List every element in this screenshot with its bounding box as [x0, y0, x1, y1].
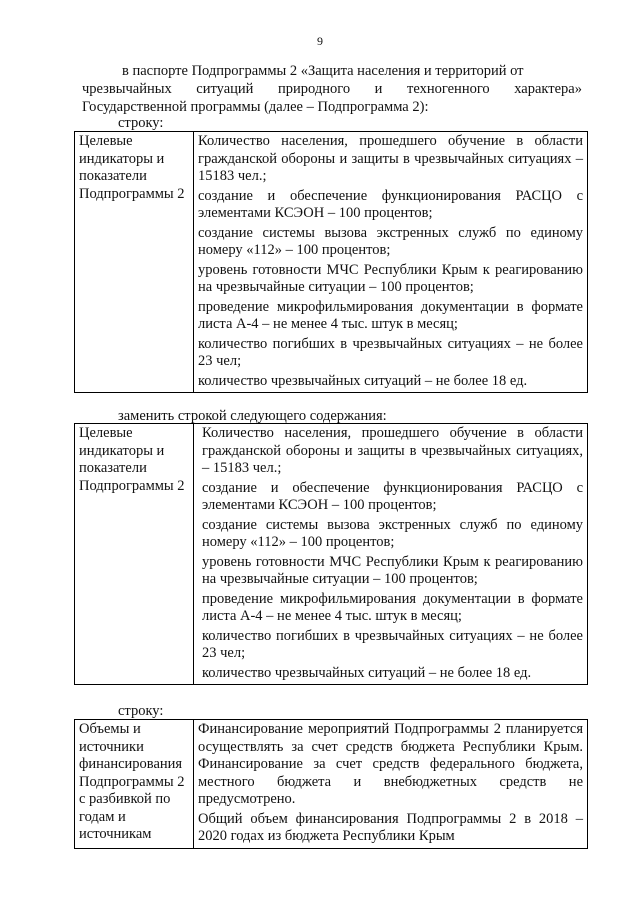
left-line: индикаторы и — [79, 442, 165, 459]
left-line: с разбивкой по — [79, 791, 171, 807]
table-old-indicators — [74, 131, 588, 393]
left-line: Подпрограммы 2 — [79, 185, 185, 202]
indicator-item: количество чрезвычайных ситуаций – не более 18 ед. — [202, 664, 532, 681]
indicator-item: Количество населения, прошедшего обучение в области гражданской обороны и защиты в чрезвычайных ситуациях, – 15183 чел.; — [202, 425, 583, 476]
label-stroku-2: строку: — [118, 703, 164, 719]
indicator-item: проведение микрофильмирования документации в формате листа А-4 – не менее 4 тыс. штук в месяц; — [198, 298, 583, 332]
left-line: Целевые — [79, 133, 133, 149]
left-line: Целевые — [79, 425, 133, 441]
indicator-item: создание и обеспечение функционирования РАСЦО с элементами КСЭОН – 100 процентов; — [202, 479, 583, 513]
left-line: показатели — [79, 460, 147, 476]
left-line: источникам — [79, 826, 152, 842]
table-new-indicators — [74, 423, 588, 685]
table-fin-left-cell — [75, 720, 194, 849]
left-line: источники — [79, 738, 144, 755]
table-financing — [74, 719, 588, 849]
intro-paragraph — [82, 62, 582, 116]
intro-line-1: в паспорте Подпрограммы 2 «Защита населения и территорий от — [122, 63, 524, 79]
indicator-item: создание системы вызова экстренных служб по единому номеру «112» – 100 процентов; — [198, 224, 583, 258]
indicator-item: количество погибших в чрезвычайных ситуациях – не более 23 чел; — [198, 335, 583, 369]
table-row — [75, 132, 588, 393]
financing-item: Общий объем финансирования Подпрограммы 2 в 2018 – 2020 годах из бюджета Республики Крым — [198, 810, 583, 844]
table-new-right-cell — [194, 424, 588, 685]
intro-line-3: Государственной программы (далее – Подпрограмма 2): — [82, 99, 429, 115]
intro-line-2: чрезвычайных ситуаций природного и техногенного характера» — [82, 81, 582, 97]
label-stroku-1: строку: — [118, 115, 164, 131]
table-row — [75, 720, 588, 849]
label-replace: заменить строкой следующего содержания: — [118, 408, 387, 424]
financing-item: Финансирование мероприятий Подпрограммы 2 планируется осуществлять за счет средств бюджета Республики Крым. Финансирование за счет средств федерального бюджета, местного бюджета и внебюджетных средств не предусмотрено. — [198, 721, 583, 807]
table-new-left-cell — [75, 424, 194, 685]
indicator-item: создание системы вызова экстренных служб по единому номеру «112» – 100 процентов; — [202, 516, 583, 550]
indicator-item: уровень готовности МЧС Республики Крым к реагированию на чрезвычайные ситуации – 100 процентов; — [202, 553, 583, 587]
table-fin-right-cell — [194, 720, 588, 849]
left-line: Объемы и — [79, 721, 141, 737]
indicator-item: количество погибших в чрезвычайных ситуациях – не более 23 чел; — [202, 627, 583, 661]
table-old-right-cell — [194, 132, 588, 393]
left-line: годам и — [79, 808, 126, 825]
page-number: 9 — [317, 34, 323, 48]
table-old-left-cell — [75, 132, 194, 393]
indicator-item: создание и обеспечение функционирования РАСЦО с элементами КСЭОН – 100 процентов; — [198, 187, 583, 221]
indicator-item: проведение микрофильмирования документации в формате листа А-4 – не менее 4 тыс. штук в месяц; — [202, 590, 583, 624]
indicator-item: уровень готовности МЧС Республики Крым к реагированию на чрезвычайные ситуации – 100 процентов; — [198, 261, 583, 295]
left-line: финансирования — [79, 756, 183, 772]
left-line: индикаторы и — [79, 150, 165, 167]
table-row — [75, 424, 588, 685]
indicator-item: Количество населения, прошедшего обучение в области гражданской обороны и защиты в чрезвычайных ситуациях – 15183 чел.; — [198, 133, 583, 184]
left-line: показатели — [79, 168, 147, 184]
left-line: Подпрограммы 2 — [79, 477, 185, 494]
indicator-item: количество чрезвычайных ситуаций – не более 18 ед. — [198, 372, 528, 389]
left-line: Подпрограммы 2 — [79, 773, 185, 790]
